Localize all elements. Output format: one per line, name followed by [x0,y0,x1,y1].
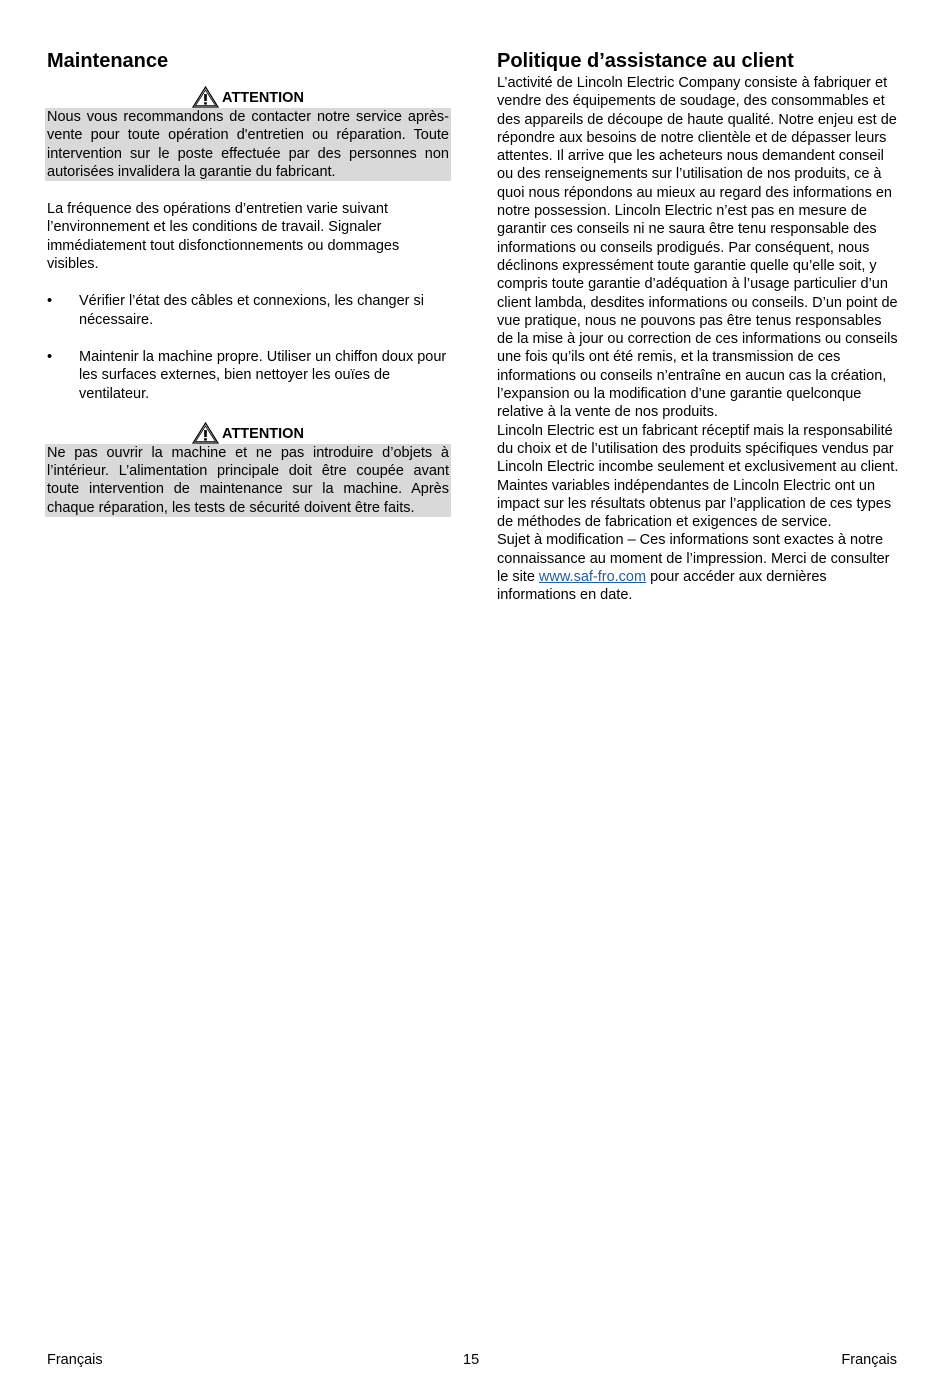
website-link[interactable]: www.saf-fro.com [538,569,647,586]
policy-heading: Politique d’assistance au client [497,50,794,72]
warning-label-1: ATTENTION [222,90,304,106]
warning-box-2: Ne pas ouvrir la machine et ne pas introduire d’objets à l’intérieur. L’alimentation principale doit être coupée avant toute intervention de maintenance sur la machine. Après chaque réparation, les tests de sécurité doivent être faits. [47,444,449,516]
footer-language-right: Français [841,1352,897,1368]
maintenance-paragraph: La fréquence des opérations d’entretien varie suivant l’environnement et les conditions de travail. Signaler immédiatement tout disfonctionnements ou dommages visibles. [47,201,400,273]
maintenance-column [47,48,449,517]
policy-paragraph-3: Sujet à modification – Ces informations sont exactes à notre connaissance au moment de l’impression. Merci de consulter le site www.saf-fro.com pour accéder aux dernières informations en date. [497,532,890,604]
warning-label-2: ATTENTION [222,425,304,442]
maintenance-list [47,292,449,402]
page-number: 15 [463,1352,480,1368]
customer-policy-column [497,48,901,605]
bullet-icon: • [47,293,53,310]
list-item: • Vérifier l’état des câbles et connexions, les changer si nécessaire. [47,293,424,328]
warning-box-1: Nous vous recommandons de contacter notre service après-vente pour toute opération d'entretien ou réparation. Toute intervention sur le poste effectuée par des personnes non autorisées invalidera la garantie du fabricant. [47,109,449,180]
warning-triangle-icon [192,422,219,444]
warning-header-2 [47,422,449,444]
warning-triangle-icon [192,86,219,108]
policy-paragraph-2: Lincoln Electric est un fabricant réceptif mais la responsabilité du choix et de l’utilisation des produits spécifiques vendus par Lincoln Electric incombe seulement et exclusivement au client. Maintes variables indépendantes de Lincoln Electric ont un impact sur les résultats obtenus par l’application de ces types de méthodes de fabrication et exigences de service. [497,422,899,531]
list-item: • Maintenir la machine propre. Utiliser un chiffon doux pour les surfaces externes, bien nettoyer les ouïes de ventilateur. [47,348,447,402]
policy-paragraph-1: L’activité de Lincoln Electric Company consiste à fabriquer et vendre des équipements de soudage, des consommables et des appareils de découpe de haute qualité. Notre enjeu est de répondre aux besoins de notre clientèle et de dépasser leurs attentes. Il arrive que les acheteurs nous demandent conseil ou des renseignements sur l’utilisation de nos produits, ce à quoi nous répondons au mieux au regard des informations en notre possession. Lincoln Electric n’est pas en mesure de garantir ces conseils ni ne saura être tenu responsable des informations ou conseils prodigués. Par conséquent, nous déclinons expressément toute garantie quelle qu’elle soit, y compris toute garantie d’adéquation à l’usage particulier d’un client lambda, desdites informations ou conseils. D’un point de vue pratique, nous ne pouvons pas être tenus responsables de la mise à jour ou correction de ces informations ou conseils une fois qu’ils ont été remis, et la transmission de ces informations ou conseils n’entraîne en aucun cas la création, l’expansion ou la modification d’une garantie quelconque relative à la vente de nos produits. [497,75,898,421]
maintenance-heading: Maintenance [47,50,169,72]
warning-header-1 [47,86,449,108]
policy-text [497,74,901,605]
bullet-icon: • [47,348,53,365]
footer-language-left: Français [47,1352,103,1368]
